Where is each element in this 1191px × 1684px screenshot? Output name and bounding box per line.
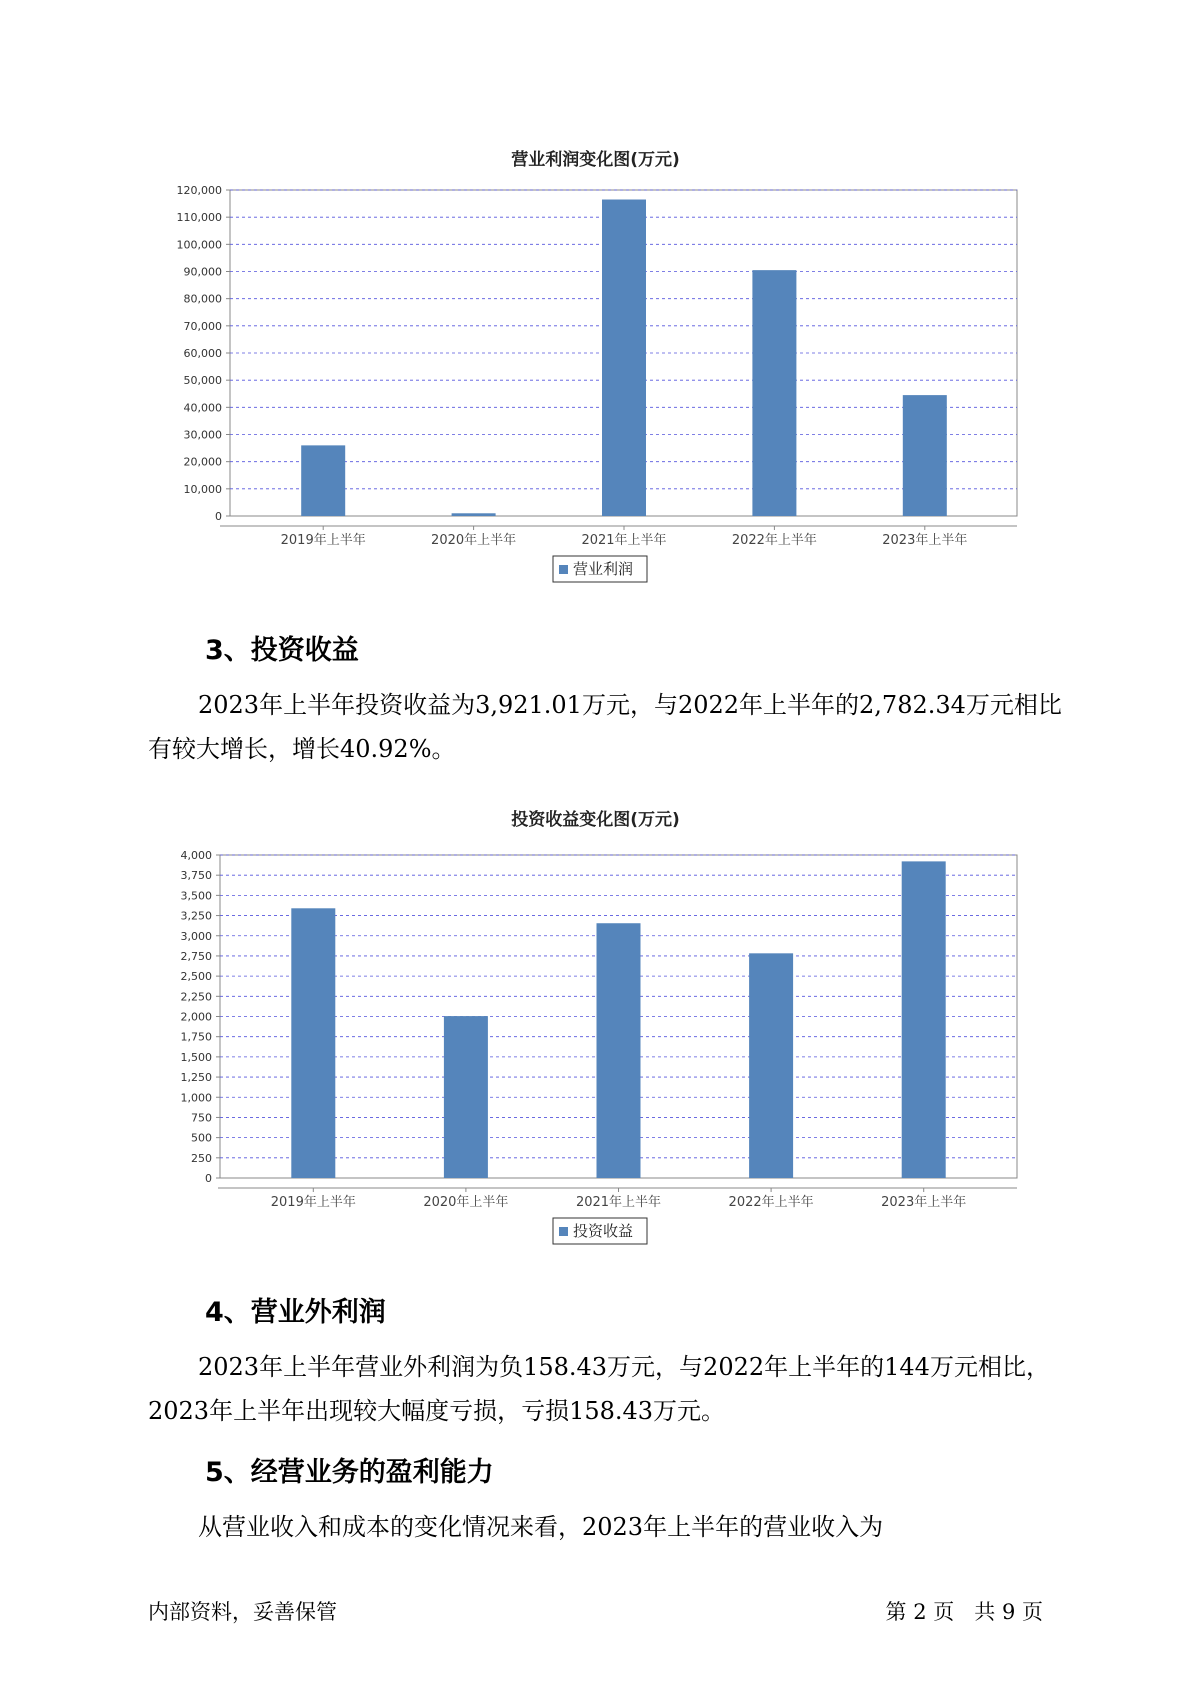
- section-5-paragraph: 从营业收入和成本的变化情况来看，2023年上半年的营业收入为: [198, 1513, 884, 1541]
- y-tick-label: 250: [191, 1151, 212, 1165]
- section-3-paragraph: 2023年上半年投资收益为3,921.01万元，与2022年上半年的2,782.34万元相比有较大增长，增长40.92%。: [148, 691, 1062, 763]
- bar: [902, 861, 946, 1178]
- y-tick-label: 100,000: [176, 238, 222, 252]
- investment-income-chart: [0, 835, 1191, 1255]
- bar: [301, 445, 345, 516]
- y-tick-label: 90,000: [183, 265, 222, 279]
- x-tick-label: 2022年上半年: [731, 533, 817, 548]
- x-tick-label: 2020年上半年: [423, 1195, 509, 1210]
- x-tick-label: 2022年上半年: [728, 1195, 814, 1210]
- x-tick-label: 2019年上半年: [280, 533, 366, 548]
- y-tick-label: 10,000: [183, 482, 222, 496]
- y-tick-label: 0: [205, 1172, 212, 1185]
- bar: [602, 200, 646, 516]
- y-tick-label: 30,000: [183, 428, 222, 442]
- y-tick-label: 50,000: [183, 374, 222, 388]
- bar: [752, 270, 796, 516]
- y-tick-label: 20,000: [183, 455, 222, 469]
- y-tick-label: 3,250: [180, 909, 212, 923]
- y-tick-label: 4,000: [180, 849, 212, 862]
- y-tick-label: 1,000: [180, 1091, 212, 1105]
- x-tick-label: 2023年上半年: [881, 1195, 967, 1210]
- bar: [749, 953, 793, 1178]
- legend-swatch: [559, 565, 568, 574]
- operating-profit-chart: [0, 170, 1191, 590]
- x-tick-label: 2021年上半年: [575, 1195, 662, 1210]
- bar: [597, 923, 641, 1178]
- y-tick-label: 70,000: [183, 319, 222, 333]
- y-tick-label: 2,000: [180, 1010, 212, 1024]
- legend-swatch: [559, 1227, 568, 1236]
- legend-label: 投资收益: [573, 1222, 634, 1240]
- x-tick-label: 2020年上半年: [431, 533, 517, 548]
- bar: [444, 1016, 488, 1178]
- page-number: 第 2 页 共 9 页: [885, 1600, 1043, 1624]
- bar: [903, 395, 947, 516]
- y-tick-label: 1,500: [180, 1050, 212, 1064]
- y-tick-label: 2,250: [180, 990, 212, 1004]
- bar: [291, 908, 335, 1178]
- chart-1-title: 营业利润变化图(万元): [511, 150, 680, 170]
- y-tick-label: 2,750: [180, 949, 212, 963]
- y-tick-label: 80,000: [183, 292, 222, 306]
- section-5-heading: 5、经营业务的盈利能力: [205, 1457, 494, 1488]
- footer-note: 内部资料，妥善保管: [148, 1600, 337, 1624]
- y-tick-label: 3,000: [180, 929, 212, 943]
- y-tick-label: 40,000: [183, 401, 222, 415]
- y-tick-label: 60,000: [183, 347, 222, 360]
- y-tick-label: 750: [191, 1111, 212, 1125]
- y-tick-label: 2,500: [180, 970, 212, 984]
- y-tick-label: 110,000: [176, 211, 222, 225]
- y-tick-label: 3,750: [180, 869, 212, 883]
- bar: [452, 513, 496, 516]
- y-tick-label: 1,750: [180, 1030, 212, 1044]
- chart-2-title: 投资收益变化图(万元): [511, 810, 680, 830]
- x-tick-label: 2019年上半年: [270, 1195, 356, 1210]
- y-tick-label: 3,500: [180, 889, 212, 903]
- section-4-paragraph: 2023年上半年营业外利润为负158.43万元，与2022年上半年的144万元相比，2023年上半年出现较大幅度亏损，亏损158.43万元。: [148, 1353, 1050, 1425]
- section-4-heading: 4、营业外利润: [205, 1297, 386, 1328]
- legend-label: 营业利润: [573, 560, 634, 578]
- y-tick-label: 0: [215, 510, 222, 523]
- y-tick-label: 120,000: [176, 184, 222, 197]
- x-tick-label: 2023年上半年: [882, 533, 968, 548]
- x-tick-label: 2021年上半年: [581, 533, 667, 548]
- section-3-heading: 3、投资收益: [205, 635, 359, 666]
- y-tick-label: 500: [191, 1131, 212, 1145]
- y-tick-label: 1,250: [180, 1071, 212, 1085]
